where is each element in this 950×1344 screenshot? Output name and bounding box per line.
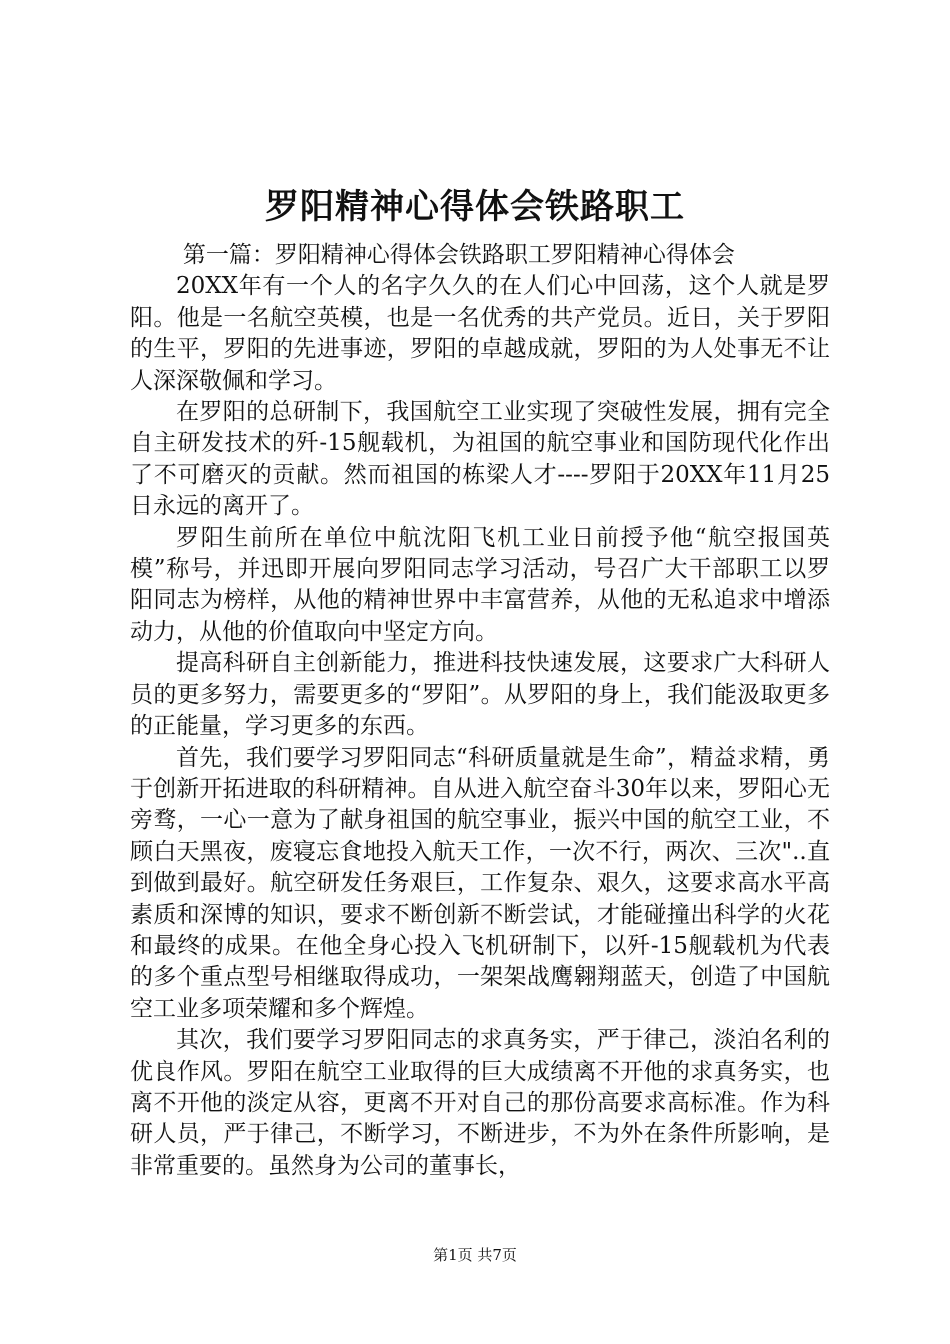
paragraph: 罗阳生前所在单位中航沈阳飞机工业日前授予他“航空报国英模”称号，并迅即开展向罗阳同志学习活动，号召广大干部职工以罗阳同志为榜样，从他的精神世界中丰富营养，从他的无私追求中增添动力，从他的价值取向中坚定方向。 (130, 524, 830, 645)
paragraph-heading: 第一篇：罗阳精神心得体会铁路职工罗阳精神心得体会 (182, 242, 735, 268)
page-footer: 第1页 共7页 (433, 1246, 517, 1264)
paragraph: 首先，我们要学习罗阳同志“科研质量就是生命”，精益求精，勇于创新开拓进取的科研精神。自从进入航空奋斗30年以来，罗阳心无旁骛，一心一意为了献身祖国的航空事业，振兴中国的航空工业，不顾白天黑夜，废寝忘食地投入航天工作，一次不行，两次、三次"..直到做到最好。航空研发任务艰巨，工作复杂、艰久，这要求高水平高素质和深博的知识，要求不断创新不断尝试，才能碰撞出科学的火花和最终的成果。在他全身心投入飞机研制下，以歼-15舰载机为代表的多个重点型号相继取得成功，一架架战鹰翱翔蓝天，创造了中国航空工业多项荣耀和多个辉煌。 (130, 744, 830, 1022)
document-title: 罗阳精神心得体会铁路职工 (265, 187, 685, 227)
paragraph: 20XX年有一个人的名字久久的在人们心中回荡，这个人就是罗阳。他是一名航空英模，也是一名优秀的共产党员。近日，关于罗阳的生平，罗阳的先进事迹，罗阳的卓越成就，罗阳的为人处事无不让人深深敬佩和学习。 (130, 273, 830, 394)
paragraph: 在罗阳的总研制下，我国航空工业实现了突破性发展，拥有完全自主研发技术的歼-15舰载机，为祖国的航空事业和国防现代化作出了不可磨灭的贡献。然而祖国的栋梁人才----罗阳于20XX年11月25日永远的离开了。 (130, 399, 830, 520)
document-body (130, 240, 830, 1182)
paragraph: 提高科研自主创新能力，推进科技快速发展，这要求广大科研人员的更多努力，需要更多的“罗阳”。从罗阳的身上，我们能汲取更多的正能量，学习更多的东西。 (130, 650, 830, 740)
paragraph: 其次，我们要学习罗阳同志的求真务实，严于律己，淡泊名利的优良作风。罗阳在航空工业取得的巨大成绩离不开他的求真务实，也离不开他的淡定从容，更离不开对自己的那份高要求高标准。作为科研人员，严于律己，不断学习，不断进步，不为外在条件所影响，是非常重要的。虽然身为公司的董事长， (130, 1027, 830, 1179)
